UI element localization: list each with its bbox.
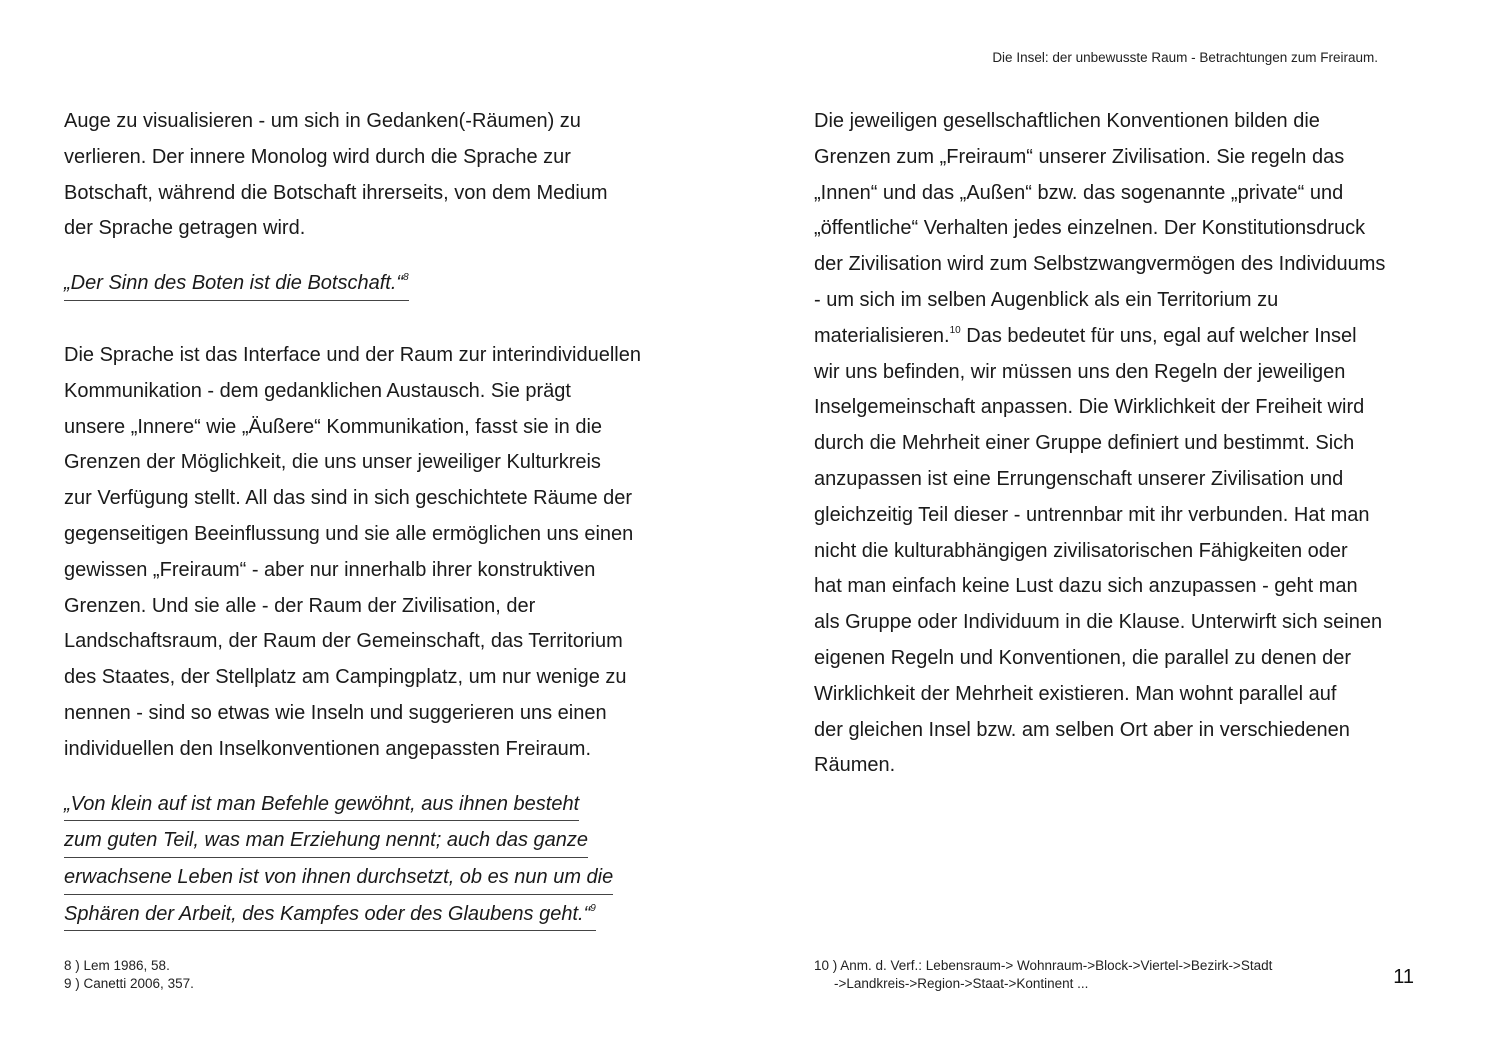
quote-2-line-text: zum guten Teil, was man Erziehung nennt; auch das ganze xyxy=(64,829,589,852)
footnote: 9 ) Canetti 2006, 357. xyxy=(64,975,194,991)
left-paragraph-2 xyxy=(64,338,704,768)
right-footnotes xyxy=(814,957,1272,992)
text-line: verlieren. Der innere Monolog wird durch die Sprache zur xyxy=(64,145,571,168)
footnote-ref-9: 9 xyxy=(590,902,596,914)
text-line: der gleichen Insel bzw. am selben Ort aber in verschiedenen xyxy=(814,718,1350,741)
text-line: Kommunikation - dem gedanklichen Austausch. Sie prägt xyxy=(64,379,571,402)
quote-2-line xyxy=(64,859,613,895)
text-line: Landschaftsraum, der Raum der Gemeinschaft, das Territorium xyxy=(64,630,623,653)
text-line: Die jeweiligen gesellschaftlichen Konventionen bilden die xyxy=(814,110,1320,132)
text-line: Botschaft, während die Botschaft ihrerseits, von dem Medium xyxy=(64,181,608,204)
quote-2 xyxy=(64,786,704,932)
right-column xyxy=(814,104,1454,784)
footnote-10-continued: ->Landkreis->Region->Staat->Kontinent ... xyxy=(834,975,1089,991)
quote-2-line xyxy=(64,896,596,932)
quote-1-line: „Der Sinn des Boten ist die Botschaft.“$^8$ xyxy=(64,265,409,301)
text-line: eigenen Regeln und Konventionen, die parallel zu denen der xyxy=(814,646,1352,669)
text-line: der Zivilisation wird zum Selbstzwangvermögen des Individuums xyxy=(814,253,1386,276)
text-line: unsere „Innere“ wie „Äußere“ Kommunikation, fasst sie in die xyxy=(64,415,603,438)
page-number: 11 xyxy=(1393,966,1414,988)
text-line: Die Sprache ist das Interface und der Raum zur interindividuellen xyxy=(64,343,641,366)
footnote: 8 ) Lem 1986, 58. xyxy=(64,958,170,973)
text-line: wir uns befinden, wir müssen uns den Regeln der jeweiligen xyxy=(814,360,1346,383)
footnote-ref-10: 10 xyxy=(949,324,961,336)
text-line: nicht die kulturabhängigen zivilisatorischen Fähigkeiten oder xyxy=(814,539,1348,562)
quote-2-line xyxy=(64,786,579,822)
footnote-ref-8: 8 xyxy=(403,272,409,284)
text-line: Auge zu visualisieren - um sich in Gedanken(-Räumen) zu xyxy=(64,110,581,132)
footnote-10: 10 ) Anm. d. Verf.: Lebensraum-> Wohnraum->Block->Viertel->Bezirk->Stadt xyxy=(814,958,1273,973)
quote-2-line-text: Sphären der Arbeit, des Kampfes oder des Glaubens geht.“ xyxy=(64,902,591,925)
text-line: hat man einfach keine Lust dazu sich anzupassen - geht man xyxy=(814,575,1358,598)
text-line: gegenseitigen Beeinflussung und sie alle ermöglichen uns einen xyxy=(64,522,634,545)
text-line: „Innen“ und das „Außen“ bzw. das sogenannte „private“ und xyxy=(814,181,1344,204)
text-line: gewissen „Freiraum“ - aber nur innerhalb ihrer konstruktiven xyxy=(64,558,596,581)
running-header: Die Insel: der unbewusste Raum - Betrachtungen zum Freiraum. xyxy=(992,50,1378,65)
left-paragraph-1 xyxy=(64,104,704,247)
text-line: des Staates, der Stellplatz am Campingplatz, um nur wenige zu xyxy=(64,666,627,689)
text-line: Grenzen der Möglichkeit, die uns unser jeweiliger Kulturkreis xyxy=(64,451,601,474)
quote-2-line-text: erwachsene Leben ist von ihnen durchsetzt, ob es nun um die xyxy=(64,866,614,889)
quote-2-line xyxy=(64,822,588,858)
text-segment: Das bedeutet für uns, egal auf welcher Insel xyxy=(960,324,1357,347)
text-line: als Gruppe oder Individuum in die Klause. Unterwirft sich seinen xyxy=(814,611,1383,634)
text-line: gleichzeitig Teil dieser - untrennbar mit ihr verbunden. Hat man xyxy=(814,503,1370,526)
text-line: Räumen. xyxy=(814,754,896,777)
text-line-with-ref xyxy=(814,319,1454,355)
right-page xyxy=(750,0,1500,1064)
quote-2-line-text: „Von klein auf ist man Befehle gewöhnt, aus ihnen besteht xyxy=(64,792,580,815)
text-line: Grenzen. Und sie alle - der Raum der Zivilisation, der xyxy=(64,594,536,617)
text-line: zur Verfügung stellt. All das sind in sich geschichtete Räume der xyxy=(64,487,633,510)
left-column xyxy=(64,104,704,933)
text-line: durch die Mehrheit einer Gruppe definiert und bestimmt. Sich xyxy=(814,432,1355,455)
text-line: Wirklichkeit der Mehrheit existieren. Man wohnt parallel auf xyxy=(814,682,1337,705)
left-footnotes xyxy=(64,957,194,992)
quote-1 xyxy=(64,265,704,301)
text-line: „öffentliche“ Verhalten jedes einzelnen. Der Konstitutionsdruck xyxy=(814,217,1366,240)
text-line: Grenzen zum „Freiraum“ unserer Zivilisation. Sie regeln das xyxy=(814,145,1345,168)
text-segment: materialisieren. xyxy=(814,324,950,347)
text-line: - um sich im selben Augenblick als ein Territorium zu xyxy=(814,288,1279,311)
text-line: der Sprache getragen wird. xyxy=(64,217,306,240)
text-line: anzupassen ist eine Errungenschaft unserer Zivilisation und xyxy=(814,467,1344,490)
text-line: nennen - sind so etwas wie Inseln und suggerieren uns einen xyxy=(64,701,607,724)
text-line: individuellen den Inselkonventionen angepassten Freiraum. xyxy=(64,737,592,760)
right-paragraph-1 xyxy=(814,104,1454,784)
text-line: Inselgemeinschaft anpassen. Die Wirklichkeit der Freiheit wird xyxy=(814,396,1365,419)
